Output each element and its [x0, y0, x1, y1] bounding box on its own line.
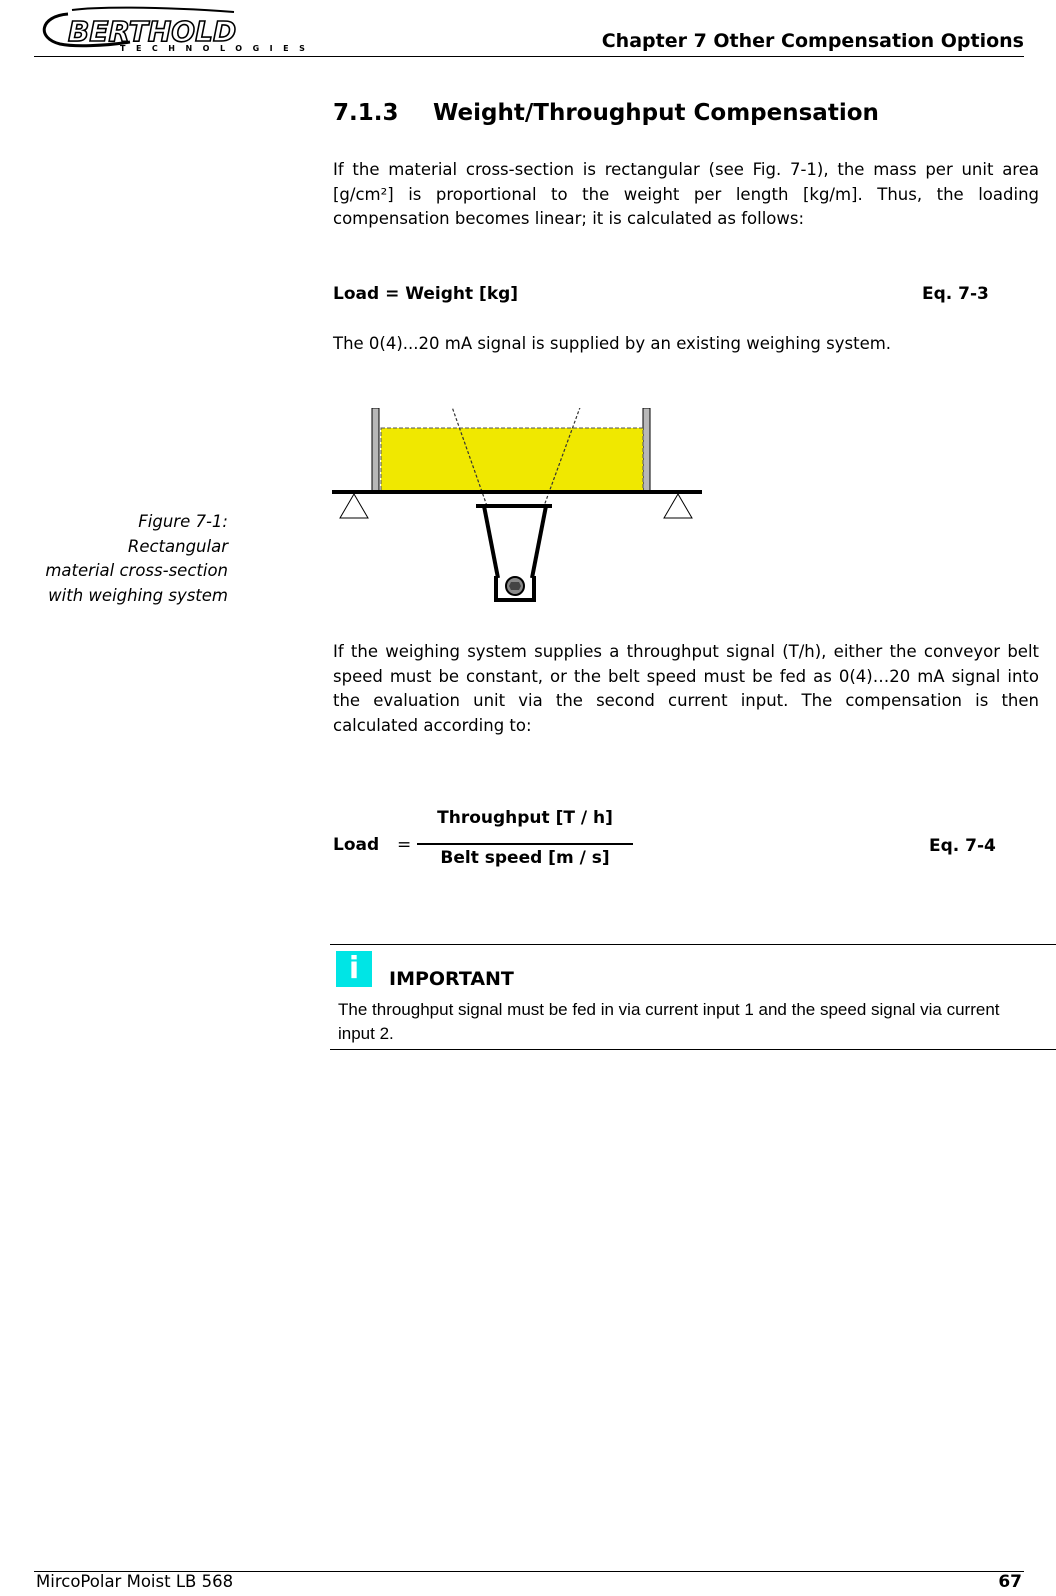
logo-subtitle: TECHNOLOGIES — [120, 44, 316, 53]
equation-numerator: Throughput [T / h] — [437, 808, 613, 828]
section-number: 7.1.3 — [333, 100, 399, 126]
equation-7-4-label: Eq. 7-4 — [929, 836, 996, 856]
equation-7-3-label: Eq. 7-3 — [922, 284, 989, 304]
figure-caption-line: material cross-section — [45, 561, 228, 580]
figure-caption-line: with weighing system — [48, 585, 228, 605]
important-bottom-rule — [330, 1049, 1056, 1050]
important-top-rule — [330, 944, 1056, 945]
paragraph-intro: If the material cross-section is rectangular (see Fig. 7-1), the mass per unit area [g/cm²] is proportional to the weight per length [kg/m]. Thus, the loading compensation becomes linear; it is calculated as follows: — [333, 160, 1039, 228]
paragraph-throughput: If the weighing system supplies a throughput signal (T/h), either the conveyor belt speed must be constant, or the belt speed must be fed as 0(4)…20 mA signal into the evaluation unit via the second current input. The compensation is then calculated according to: — [333, 642, 1039, 735]
right-support — [664, 494, 692, 518]
berthold-logo — [34, 4, 334, 56]
section-heading — [333, 100, 879, 126]
paragraph-signal: The 0(4)...20 mA signal is supplied by an existing weighing system. — [333, 334, 892, 353]
holder-right-arm — [532, 506, 546, 578]
header-divider — [34, 56, 1024, 57]
weighing-system-diagram — [332, 408, 724, 622]
important-text: The throughput signal must be fed in via current input 1 and the speed signal via current input 2. — [338, 1000, 1000, 1043]
left-side-wall — [372, 408, 379, 492]
equation-lhs: Load — [333, 835, 380, 855]
chapter-title: Chapter 7 Other Compensation Options — [601, 30, 1024, 52]
detector-core — [509, 582, 521, 590]
equation-7-3: Load = Weight [kg] — [333, 284, 519, 304]
conveyor-belt — [332, 490, 702, 494]
figure-caption — [45, 510, 228, 608]
holder-left-arm — [484, 506, 498, 578]
logo-wordmark: BERTHOLD — [68, 15, 237, 48]
footer-product-name: MircoPolar Moist LB 568 — [36, 1572, 234, 1591]
figure-caption-line: Figure 7-1: — [138, 512, 228, 531]
page-number: 67 — [998, 1572, 1022, 1592]
section-title: Weight/Throughput Compensation — [433, 100, 879, 126]
logo-graphic — [34, 4, 334, 56]
left-support — [340, 494, 368, 518]
weighing-system-figure — [332, 408, 724, 622]
equals-sign: = — [397, 835, 412, 855]
material-cross-section — [381, 428, 643, 491]
right-side-wall — [643, 408, 650, 492]
important-title: IMPORTANT — [389, 968, 514, 990]
fraction-bar — [417, 843, 633, 845]
equation-denominator: Belt speed [m / s] — [440, 848, 610, 868]
info-icon: i — [336, 951, 372, 987]
figure-caption-line: Rectangular — [127, 536, 228, 556]
equation-7-4 — [333, 808, 633, 878]
